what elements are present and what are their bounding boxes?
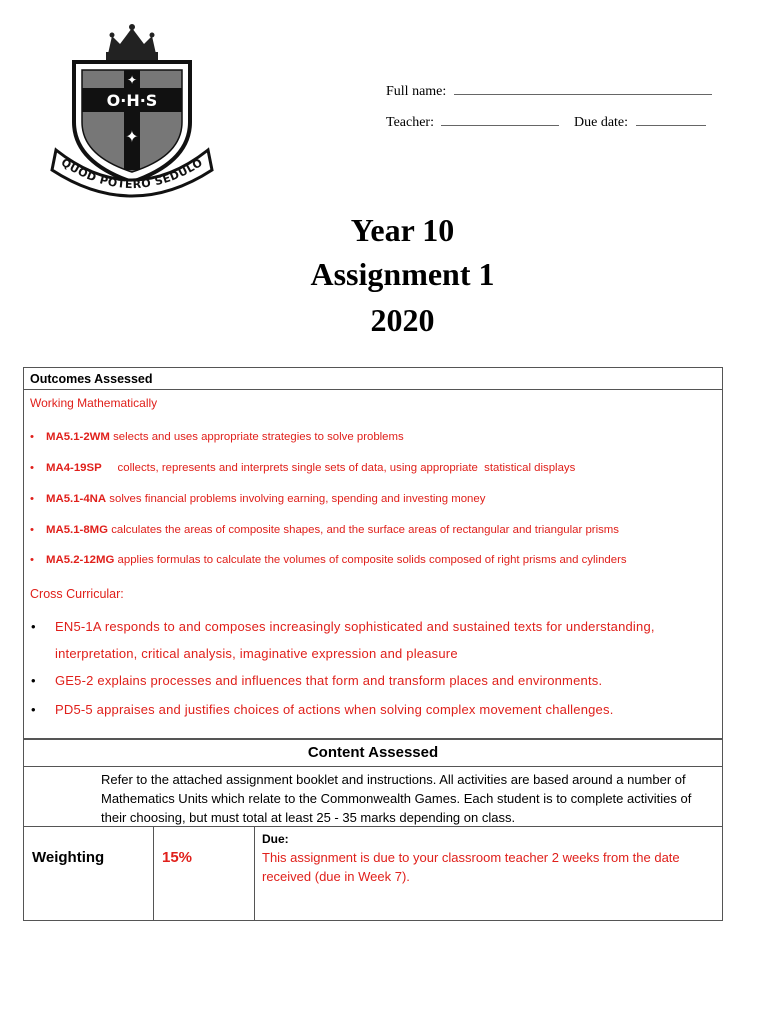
- crest-motto: QUOD POTERO SEDULO: [58, 155, 206, 192]
- svg-text:✦: ✦: [126, 73, 138, 87]
- crown-icon: [106, 24, 158, 60]
- content-heading: Content Assessed: [307, 744, 439, 761]
- cross-item-ge5: GE5-2 explains processes and influences that form and transform places and environments.: [55, 673, 603, 688]
- outcome-item: • MA5.1-4NA solves financial problems involving earning, spending and investing money: [30, 493, 486, 505]
- due-label: Due:: [262, 832, 289, 846]
- due-date-line[interactable]: [636, 113, 706, 126]
- title-date: 2020: [370, 302, 435, 338]
- teacher-field[interactable]: [386, 113, 559, 131]
- full-name-label: Full name:: [386, 84, 447, 99]
- title-year: Year 10: [350, 212, 455, 248]
- outcomes-subheading: Working Mathematically: [30, 396, 158, 410]
- crest-letters: O·H·S: [106, 91, 158, 110]
- teacher-label: Teacher:: [386, 115, 434, 130]
- cross-item-pd5: PD5-5 appraises and justifies choices of actions when solving complex movement challenges.: [55, 702, 614, 717]
- title-assignment: Assignment 1: [310, 256, 495, 292]
- weighting-label: Weighting: [32, 849, 105, 866]
- due-date-field[interactable]: [574, 113, 706, 131]
- outcomes-heading: Outcomes Assessed: [30, 372, 153, 386]
- svg-text:✦: ✦: [125, 127, 139, 146]
- content-description: Refer to the attached assignment booklet and instructions. All activities are based around a number of Mathematics Units which relate to the Commonwealth Games. Each student is to complete activities of their choosing, but must total at least 25 - 35 marks depending on class.: [101, 772, 692, 825]
- teacher-line[interactable]: [441, 113, 559, 126]
- due-date-label: Due date:: [574, 115, 629, 130]
- full-name-field[interactable]: [386, 82, 712, 100]
- full-name-line[interactable]: [454, 82, 712, 95]
- cross-curricular-heading: Cross Curricular:: [30, 587, 124, 601]
- cross-item-en5-line2: interpretation, critical analysis, imaginative expression and pleasure: [55, 646, 458, 661]
- school-crest-logo: [50, 22, 214, 198]
- weighting-value: 15%: [162, 849, 193, 866]
- outcome-item: • MA5.1-2WM selects and uses appropriate strategies to solve problems: [30, 431, 404, 443]
- outcome-item: • MA5.2-12MG applies formulas to calculate the volumes of composite solids composed of right prisms and cylinders: [30, 554, 627, 566]
- outcome-item: • MA5.1-8MG calculates the areas of composite shapes, and the surface areas of rectangular and triangular prisms: [30, 524, 619, 536]
- outcome-item: • MA4-19SP collects, represents and interprets single sets of data, using appropriate statistical displays: [30, 462, 576, 474]
- due-text: This assignment is due to your classroom teacher 2 weeks from the date received (due in Week 7).: [262, 850, 680, 884]
- cross-item-en5-line1: EN5-1A responds to and composes increasingly sophisticated and sustained texts for understanding,: [55, 619, 655, 634]
